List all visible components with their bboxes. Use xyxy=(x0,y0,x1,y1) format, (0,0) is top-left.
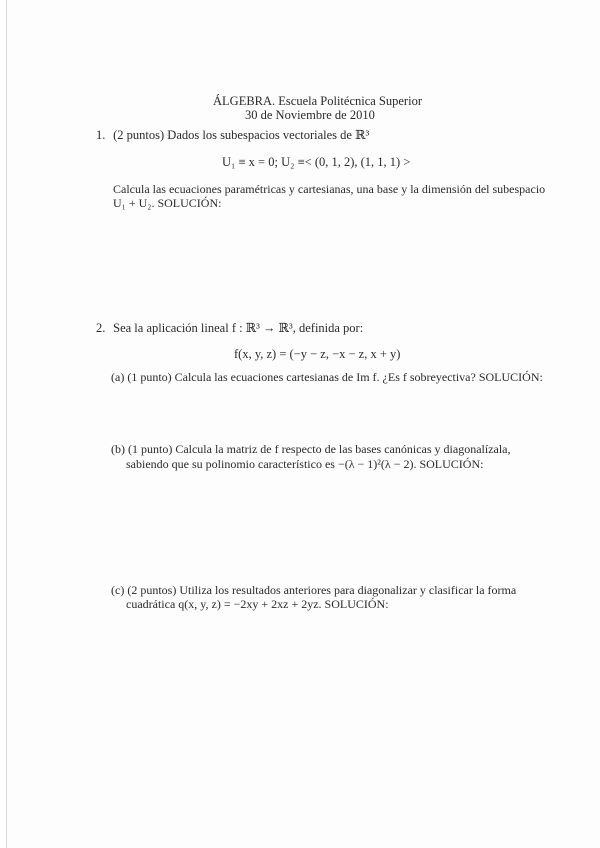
question-1-line-2: U₁ + U₂. SOLUCIÓN: xyxy=(113,196,222,210)
exam-date: 30 de Noviembre de 2010 xyxy=(245,108,375,122)
question-2c-line-2: cuadrática q(x, y, z) = −2xy + 2xz + 2yz. SOLUCIÓN: xyxy=(126,597,389,611)
question-2b-line-1: (b) (1 punto) Calcula la matriz de f respecto de las bases canónicas y diagonalízala, xyxy=(111,442,511,456)
question-2-statement xyxy=(96,321,363,336)
question-2-equation: f(x, y, z) = (−y − z, −x − z, x + y) xyxy=(234,347,401,361)
scan-edge-line xyxy=(6,0,7,848)
question-1-equation: U₁ ≡ x = 0; U₂ ≡< (0, 1, 2), (1, 1, 1) > xyxy=(222,155,411,169)
question-1-number: 1. xyxy=(96,128,106,142)
question-1-statement xyxy=(96,128,369,143)
exam-title: ÁLGEBRA. Escuela Politécnica Superior xyxy=(213,94,422,108)
question-2-text: Sea la aplicación lineal f : ℝ³ → ℝ³, definida por: xyxy=(113,321,364,335)
question-2c-line-1: (c) (2 puntos) Utiliza los resultados anteriores para diagonalizar y clasificar la forma xyxy=(111,583,517,597)
question-1-text: (2 puntos) Dados los subespacios vectoriales de ℝ³ xyxy=(113,128,370,142)
question-2a: (a) (1 punto) Calcula las ecuaciones cartesianas de Im f. ¿Es f sobreyectiva? SOLUCIÓN: xyxy=(111,370,543,384)
question-1-line-1: Calcula las ecuaciones paramétricas y cartesianas, una base y la dimensión del subespacio xyxy=(113,182,546,196)
question-2b-line-2: sabiendo que su polinomio característico es −(λ − 1)²(λ − 2). SOLUCIÓN: xyxy=(126,457,484,471)
question-2-number: 2. xyxy=(96,321,106,335)
